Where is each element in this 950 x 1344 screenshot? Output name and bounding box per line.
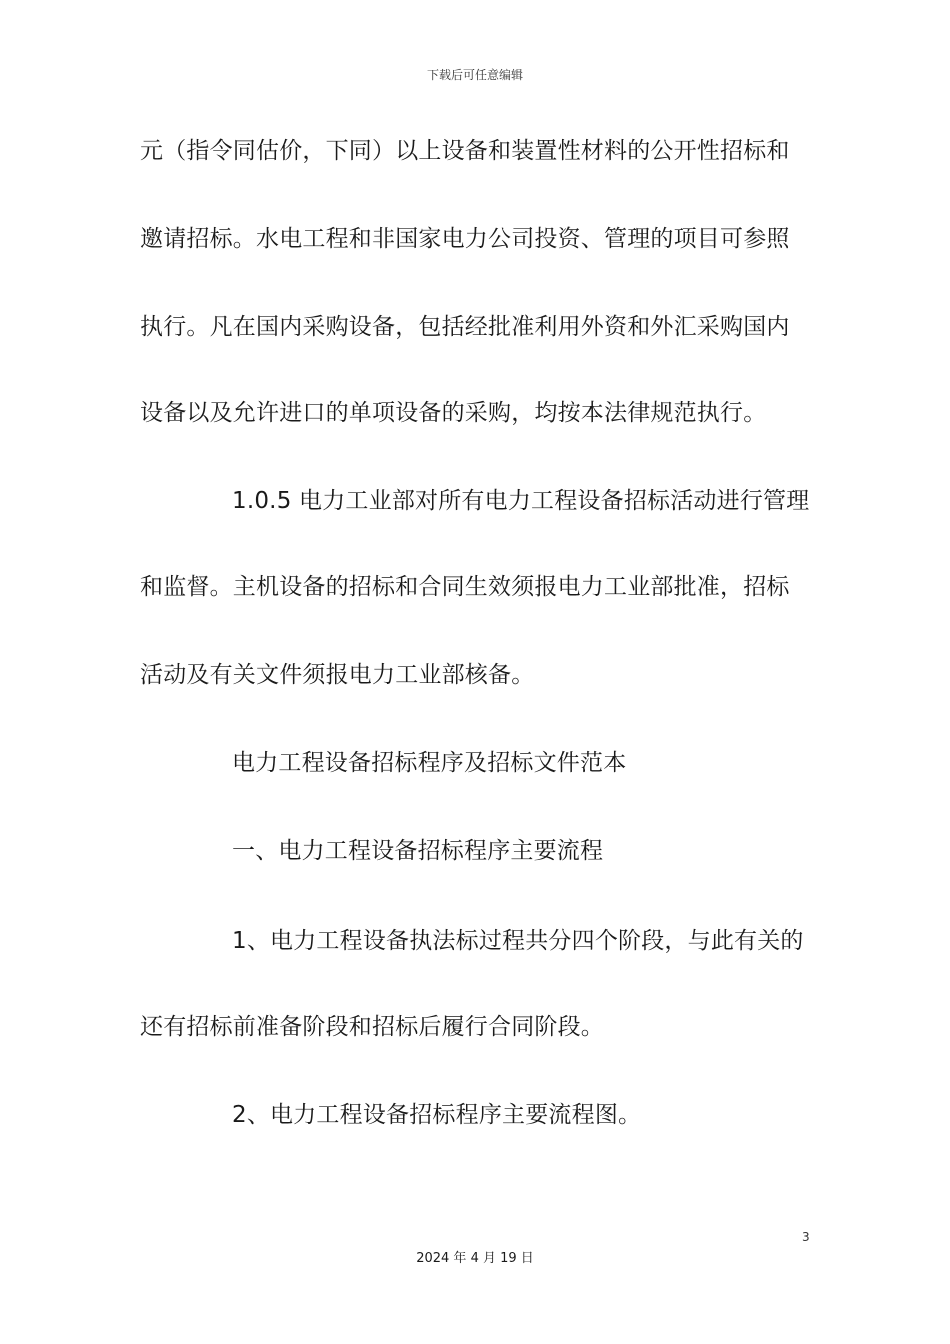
page-number: 3 (802, 1230, 810, 1244)
body-line-12: 2、电力工程设备招标程序主要流程图。 (232, 1102, 642, 1128)
page-header: 下载后可任意编辑 (426, 68, 523, 82)
body-line-11: 还有招标前准备阶段和招标后履行合同阶段。 (140, 1014, 604, 1040)
body-line-1: 元（指令同估价，下同）以上设备和装置性材料的公开性招标和 (140, 138, 790, 164)
section-heading: 电力工程设备招标程序及招标文件范本 (232, 750, 627, 776)
body-line-6: 和监督。主机设备的招标和合同生效须报电力工业部批准，招标 (140, 574, 790, 600)
body-line-2: 邀请招标。水电工程和非国家电力公司投资、管理的项目可参照 (140, 226, 790, 252)
body-line-10: 1、电力工程设备执法标过程共分四个阶段，与此有关的 (232, 928, 804, 954)
footer-date: 2024 年 4 月 19 日 (416, 1251, 534, 1266)
body-line-3: 执行。凡在国内采购设备，包括经批准利用外资和外汇采购国内 (140, 314, 790, 340)
body-line-7: 活动及有关文件须报电力工业部核备。 (140, 662, 535, 688)
body-line-4: 设备以及允许进口的单项设备的采购，均按本法律规范执行。 (140, 400, 767, 426)
subsection-heading: 一、电力工程设备招标程序主要流程 (232, 838, 604, 864)
body-line-5: 1.0.5 电力工业部对所有电力工程设备招标活动进行管理 (232, 488, 810, 514)
